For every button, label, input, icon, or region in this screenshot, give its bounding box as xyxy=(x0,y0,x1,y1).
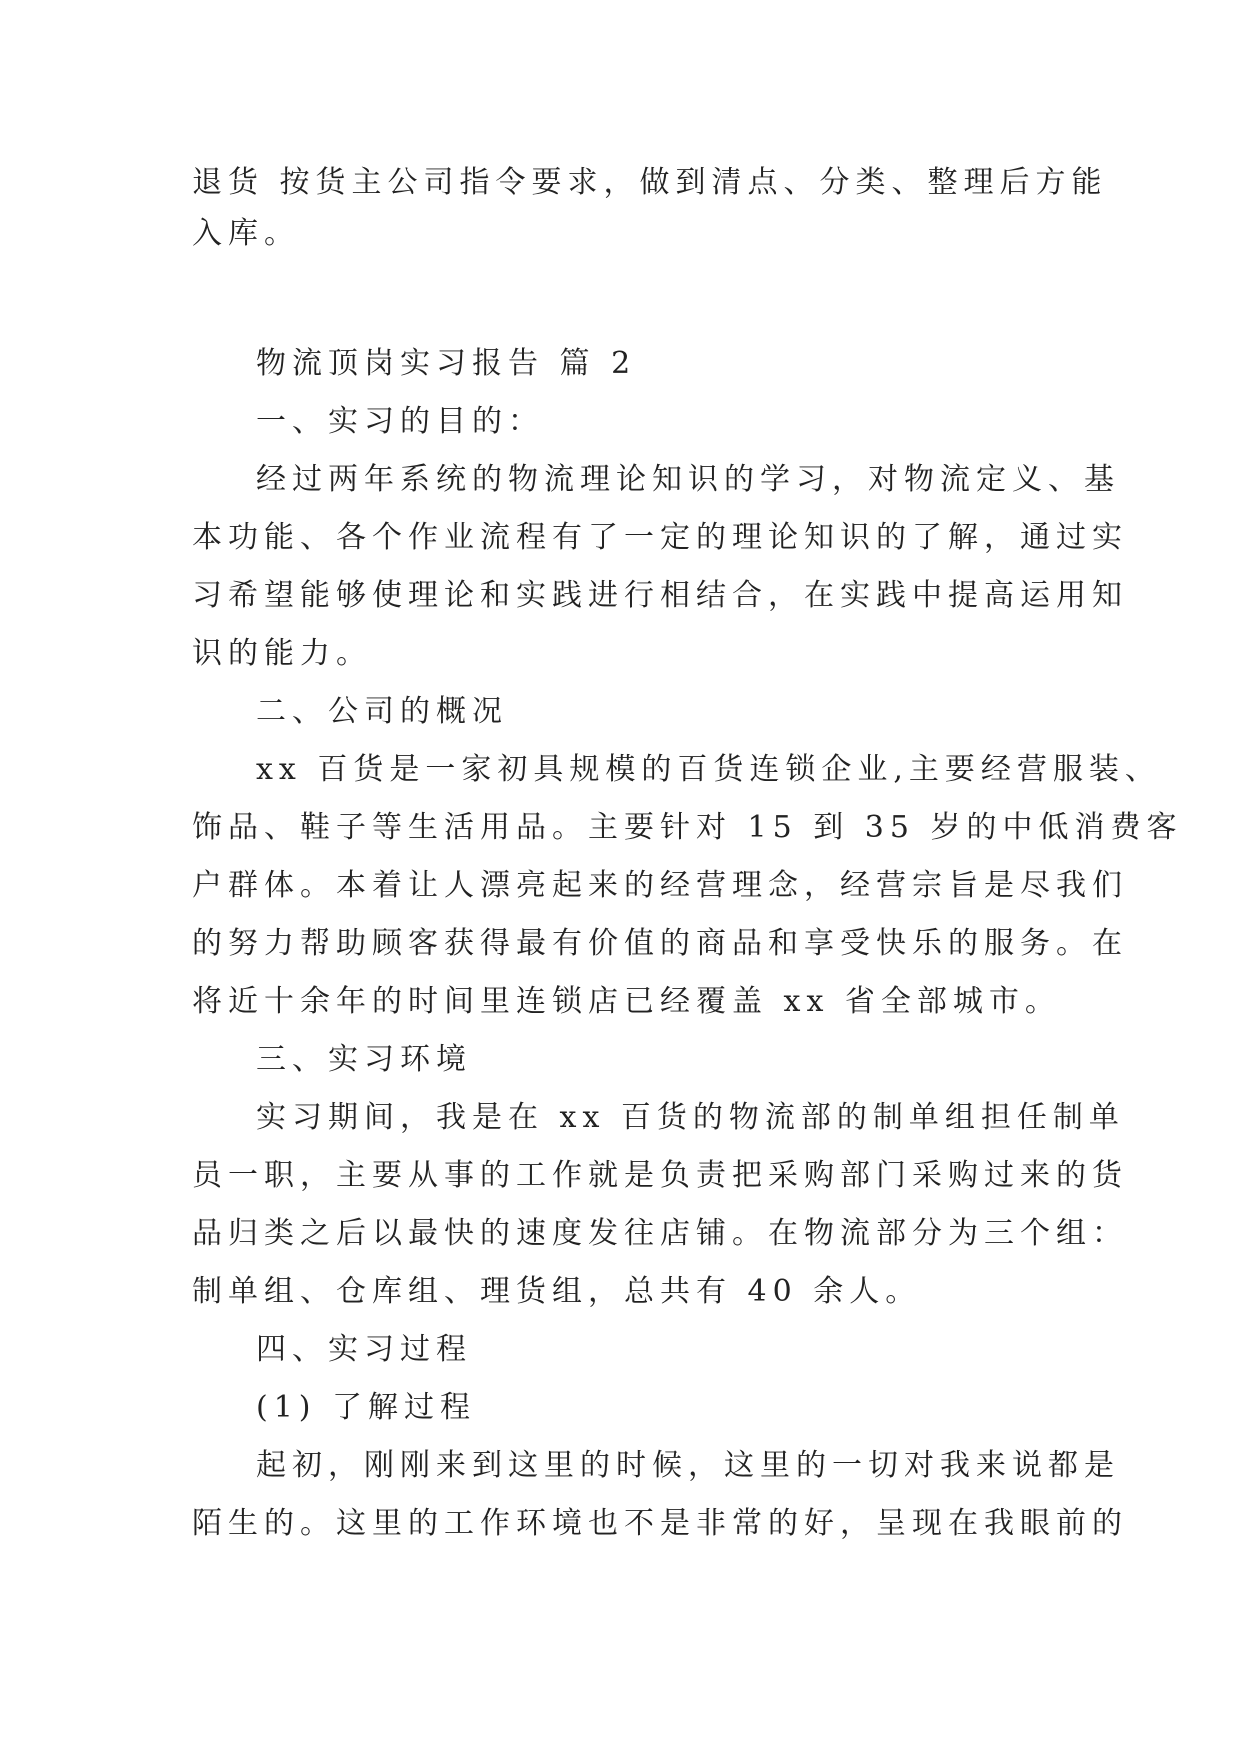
paragraph-line: 本功能、各个作业流程有了一定的理论知识的了解，通过实 xyxy=(192,520,1128,555)
paragraph-line: 起初，刚刚来到这里的时候，这里的一切对我来说都是 xyxy=(256,1448,1120,1483)
section-heading: 三、实习环境 xyxy=(256,1042,472,1077)
paragraph-line: xx 百货是一家初具规模的百货连锁企业,主要经营服装、 xyxy=(256,752,1161,787)
paragraph-line: 员一职，主要从事的工作就是负责把采购部门采购过来的货 xyxy=(192,1158,1128,1193)
paragraph-line: 品归类之后以最快的速度发往店铺。在物流部分为三个组： xyxy=(192,1216,1128,1251)
paragraph-line: 户群体。本着让人漂亮起来的经营理念，经营宗旨是尽我们 xyxy=(192,868,1128,903)
section-heading: 二、公司的概况 xyxy=(256,694,508,729)
paragraph-line: 习希望能够使理论和实践进行相结合，在实践中提高运用知 xyxy=(192,578,1128,613)
paragraph-line: 将近十余年的时间里连锁店已经覆盖 xx 省全部城市。 xyxy=(192,984,1061,1019)
section-title: 物流顶岗实习报告 篇 2 xyxy=(256,346,637,381)
paragraph-line: 的努力帮助顾客获得最有价值的商品和享受快乐的服务。在 xyxy=(192,926,1128,961)
section-heading: 四、实习过程 xyxy=(256,1332,472,1367)
paragraph-line: 制单组、仓库组、理货组，总共有 40 余人。 xyxy=(192,1274,922,1309)
paragraph-line: 退货 按货主公司指令要求，做到清点、分类、整理后方能 xyxy=(192,165,1108,200)
section-heading: 一、实习的目的： xyxy=(256,404,544,439)
paragraph-line: 经过两年系统的物流理论知识的学习，对物流定义、基 xyxy=(256,462,1120,497)
paragraph-line: 饰品、鞋子等生活用品。主要针对 15 到 35 岁的中低消费客 xyxy=(192,810,1183,845)
paragraph-line: 陌生的。这里的工作环境也不是非常的好，呈现在我眼前的 xyxy=(192,1506,1128,1541)
paragraph-line: 识的能力。 xyxy=(192,636,372,671)
paragraph-line: 入库。 xyxy=(192,216,300,251)
paragraph-line: 实习期间，我是在 xx 百货的物流部的制单组担任制单 xyxy=(256,1100,1125,1135)
subsection-heading: (1) 了解过程 xyxy=(256,1390,477,1425)
